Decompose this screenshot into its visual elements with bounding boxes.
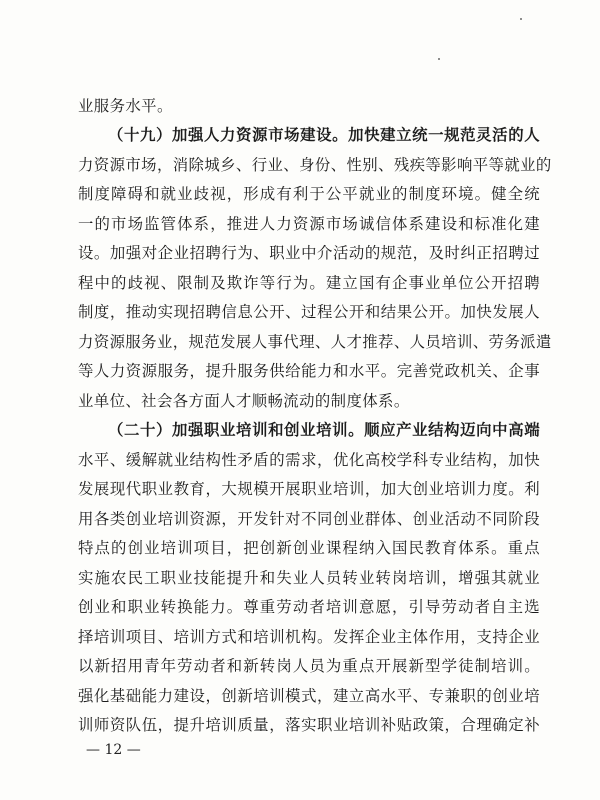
text-line: 创业和职业转换能力。尊重劳动者培训意愿，引导劳动者自主选 (78, 598, 540, 616)
text-line: 业单位、社会各方面人才顺畅流动的制度体系。 (78, 392, 410, 410)
text-line: 力资源服务业，规范发展人事代理、人才推荐、人员培训、劳务派遣 (78, 333, 552, 351)
text-line: 等人力资源服务，提升服务供给能力和水平。完善党政机关、企事 (78, 362, 540, 380)
scan-speck (520, 18, 522, 20)
section-heading-19: （十九）加强人力资源市场建设。加快建立统一规范灵活的人 (108, 126, 540, 144)
text-line: 训师资队伍，提升培训质量，落实职业培训补贴政策，合理确定补 (78, 716, 540, 734)
text-line: 用各类创业培训资源，开发针对不同创业群体、创业活动不同阶段 (78, 510, 540, 528)
text-line: 设。加强对企业招聘行为、职业中介活动的规范，及时纠正招聘过 (78, 244, 540, 262)
text-line: 一的市场监管体系，推进人力资源市场诚信体系建设和标准化建 (78, 215, 540, 233)
text-line: 力资源市场，消除城乡、行业、身份、性别、残疾等影响平等就业的 (78, 156, 552, 174)
page-number: — 12 — (86, 742, 141, 758)
text-line: 程中的歧视、限制及欺诈等行为。建立国有企事业单位公开招聘 (78, 274, 540, 292)
text-line: 特点的创业培训项目，把创新创业课程纳入国民教育体系。重点 (78, 539, 540, 557)
text-line: 发展现代职业教育，大规模开展职业培训，加大创业培训力度。利 (78, 480, 540, 498)
text-line: 择培训项目、培训方式和培训机构。发挥企业主体作用，支持企业 (78, 628, 540, 646)
text-line: 实施农民工职业技能提升和失业人员转业转岗培训，增强其就业 (78, 569, 540, 587)
scan-speck (438, 58, 440, 60)
section-heading-20: （二十）加强职业培训和创业培训。顺应产业结构迈向中高端 (108, 421, 540, 439)
text-line: 水平、缓解就业结构性矛盾的需求，优化高校学科专业结构，加快 (78, 451, 540, 469)
text-line: 制度，推动实现招聘信息公开、过程公开和结果公开。加快发展人 (78, 303, 540, 321)
text-line: 强化基础能力建设，创新培训模式，建立高水平、专兼职的创业培 (78, 687, 540, 705)
text-line: 制度障碍和就业歧视，形成有利于公平就业的制度环境。健全统 (78, 185, 540, 203)
text-line: 以新招用青年劳动者和新转岗人员为重点开展新型学徒制培训。 (78, 657, 540, 675)
text-line: 业服务水平。 (78, 97, 173, 115)
